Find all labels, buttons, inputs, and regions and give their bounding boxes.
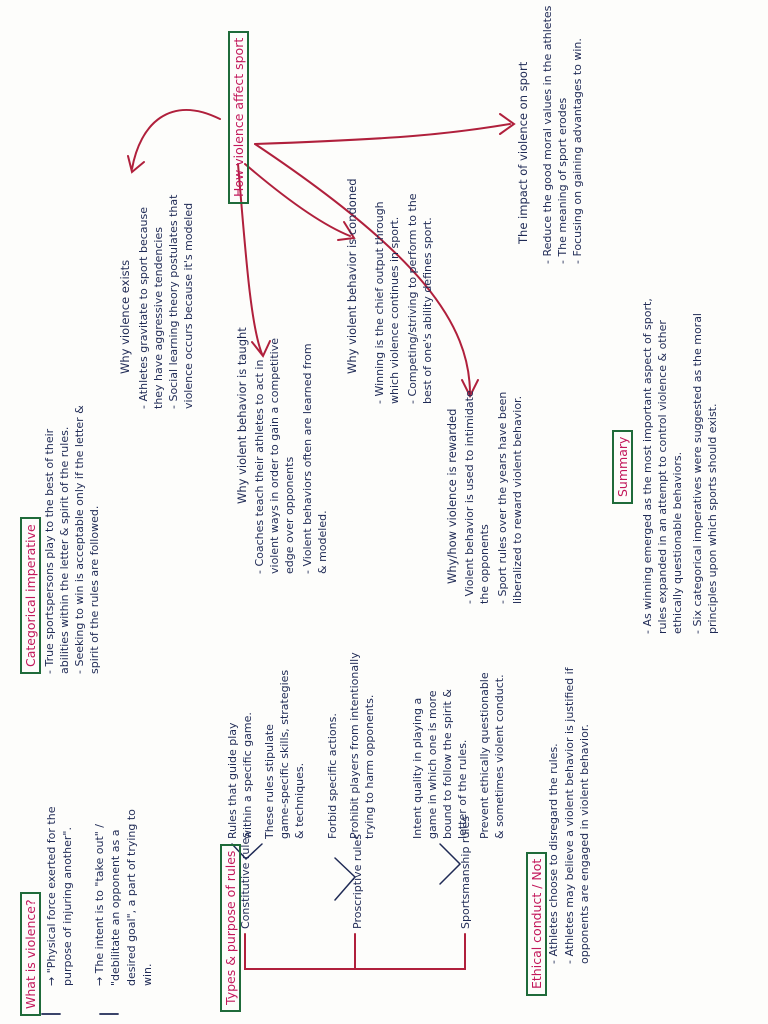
why-taught-line: edge over opponents [283, 456, 296, 574]
what-is-violence-line: purpose of injuring another". [61, 827, 74, 986]
summary-heading: Summary [612, 430, 633, 504]
impact-heading: The impact of violence on sport [516, 61, 530, 244]
what-is-violence-line: → "Physical force exerted for the [45, 806, 58, 986]
why-exists-line: - Athletes gravitate to sport because [137, 207, 150, 409]
constitutive-rules-line: Rules that guide play [226, 722, 239, 839]
ethical-conduct-heading: Ethical conduct / Not [526, 852, 547, 996]
proscriptive-rules-line: Prohibit players from intentionally [348, 652, 361, 839]
sportsmanship-rules-label: Sportsmanship rules [459, 816, 472, 929]
categorical-imperative-line: - True sportspersons play to the best of their [43, 428, 56, 674]
center-topic-heading: How violence affect sport [228, 31, 249, 204]
constitutive-rules-line: & techniques. [293, 762, 306, 839]
why-condoned-line: - Competing/striving to perform to the [406, 193, 419, 404]
summary-line: ethically questionable behaviors. [671, 451, 684, 634]
what-is-violence-line: "debilitate an opponent as a [109, 829, 122, 986]
what-is-violence-line: desired goal", a part of trying to [125, 809, 138, 986]
proscriptive-rules-line: Forbid specific actions. [326, 713, 339, 839]
ethical-conduct-line: opponents are engaged in violent behavior. [578, 724, 591, 964]
proscriptive-rules-label: Proscriptive rules [351, 834, 364, 929]
summary-line: principles upon which sports should exist. [706, 403, 719, 634]
ethical-conduct-line: - Athletes may believe a violent behavior is justified if [563, 667, 576, 964]
why-rewarded-line: the opponents [478, 524, 491, 604]
why-exists-line: - Social learning theory postulates that [167, 194, 180, 409]
impact-line: - Reduce the good moral values in the athletes [541, 5, 554, 264]
constitutive-rules-line: These rules stipulate [263, 724, 276, 839]
categorical-imperative-line: spirit of the rules are followed. [88, 505, 101, 674]
why-condoned-line: which violence continues in sport. [388, 216, 401, 404]
summary-line: rules expanded in an attempt to control violence & other [656, 320, 669, 634]
why-condoned-heading: Why violent behavior is condoned [345, 178, 359, 374]
impact-line: - Focusing on gaining advantages to win. [571, 38, 584, 264]
types-of-rules-heading: Types & purpose of rules [220, 844, 241, 1012]
arrow-to-impact [255, 124, 510, 144]
sportsmanship-rules-line: game in which one is more [426, 690, 439, 839]
why-exists-line: violence occurs because it's modeled [182, 202, 195, 409]
why-rewarded-heading: Why/how violence is rewarded [445, 408, 459, 584]
why-taught-line: violent ways in order to gain a competitive [268, 337, 281, 574]
what-is-violence-line: win. [141, 963, 154, 986]
summary-line: - Six categorical imperatives were suggested as the moral [691, 313, 704, 634]
why-condoned-line: - Winning is the chief output through [373, 201, 386, 404]
categorical-imperative-line: abilities within the letter & spirit of the rules. [58, 426, 71, 674]
why-exists-line: they have aggressive tendencies [152, 227, 165, 409]
why-taught-line: - Violent behaviors often are learned from [301, 343, 314, 574]
why-rewarded-line: - Sport rules over the years have been [496, 391, 509, 604]
sportsmanship-rules-line: letter of the rules. [456, 739, 469, 839]
why-taught-line: & modeled. [316, 510, 329, 574]
categorical-imperative-line: - Seeking to win is acceptable only if the letter & [73, 405, 86, 674]
constitutive-rules-label: Constitutive rules [239, 832, 252, 929]
constitutive-rules-line: game-specific skills, strategies [278, 669, 291, 839]
sportsmanship-rules-line: & sometimes violent conduct. [493, 674, 506, 839]
why-taught-line: - Coaches teach their athletes to act in [253, 359, 266, 574]
arrow-to-why-rewarded [255, 144, 470, 394]
ethical-conduct-line: - Athletes choose to disregard the rules. [547, 743, 560, 964]
bracket-sportsmanship [440, 844, 460, 884]
sportsmanship-rules-line: Intent quality in playing a [411, 697, 424, 839]
why-rewarded-line: - Violent behavior is used to intimidate [463, 390, 476, 604]
impact-line: - The meaning of sport erodes [556, 97, 569, 264]
constitutive-rules-line: within a specific game. [241, 712, 254, 839]
categorical-imperative-heading: Categorical imperative [20, 517, 41, 674]
why-rewarded-line: liberalized to reward violent behavior. [511, 395, 524, 604]
why-taught-heading: Why violent behavior is taught [235, 327, 249, 504]
arrow-to-why-exists [132, 110, 220, 169]
what-is-violence-heading: What is violence? [20, 892, 41, 1016]
sportsmanship-rules-line: bound to follow the spirit & [441, 689, 454, 839]
sportsmanship-rules-line: Prevent ethically questionable [478, 672, 491, 839]
why-condoned-line: best of one's ability defines sport. [421, 217, 434, 404]
why-exists-heading: Why violence exists [118, 259, 132, 374]
arrowhead-why-exists [128, 156, 144, 172]
what-is-violence-line: → The intent is to "take out" / [93, 823, 106, 986]
proscriptive-rules-line: trying to harm opponents. [363, 694, 376, 839]
summary-line: - As winning emerged as the most important aspect of sport, [641, 298, 654, 634]
